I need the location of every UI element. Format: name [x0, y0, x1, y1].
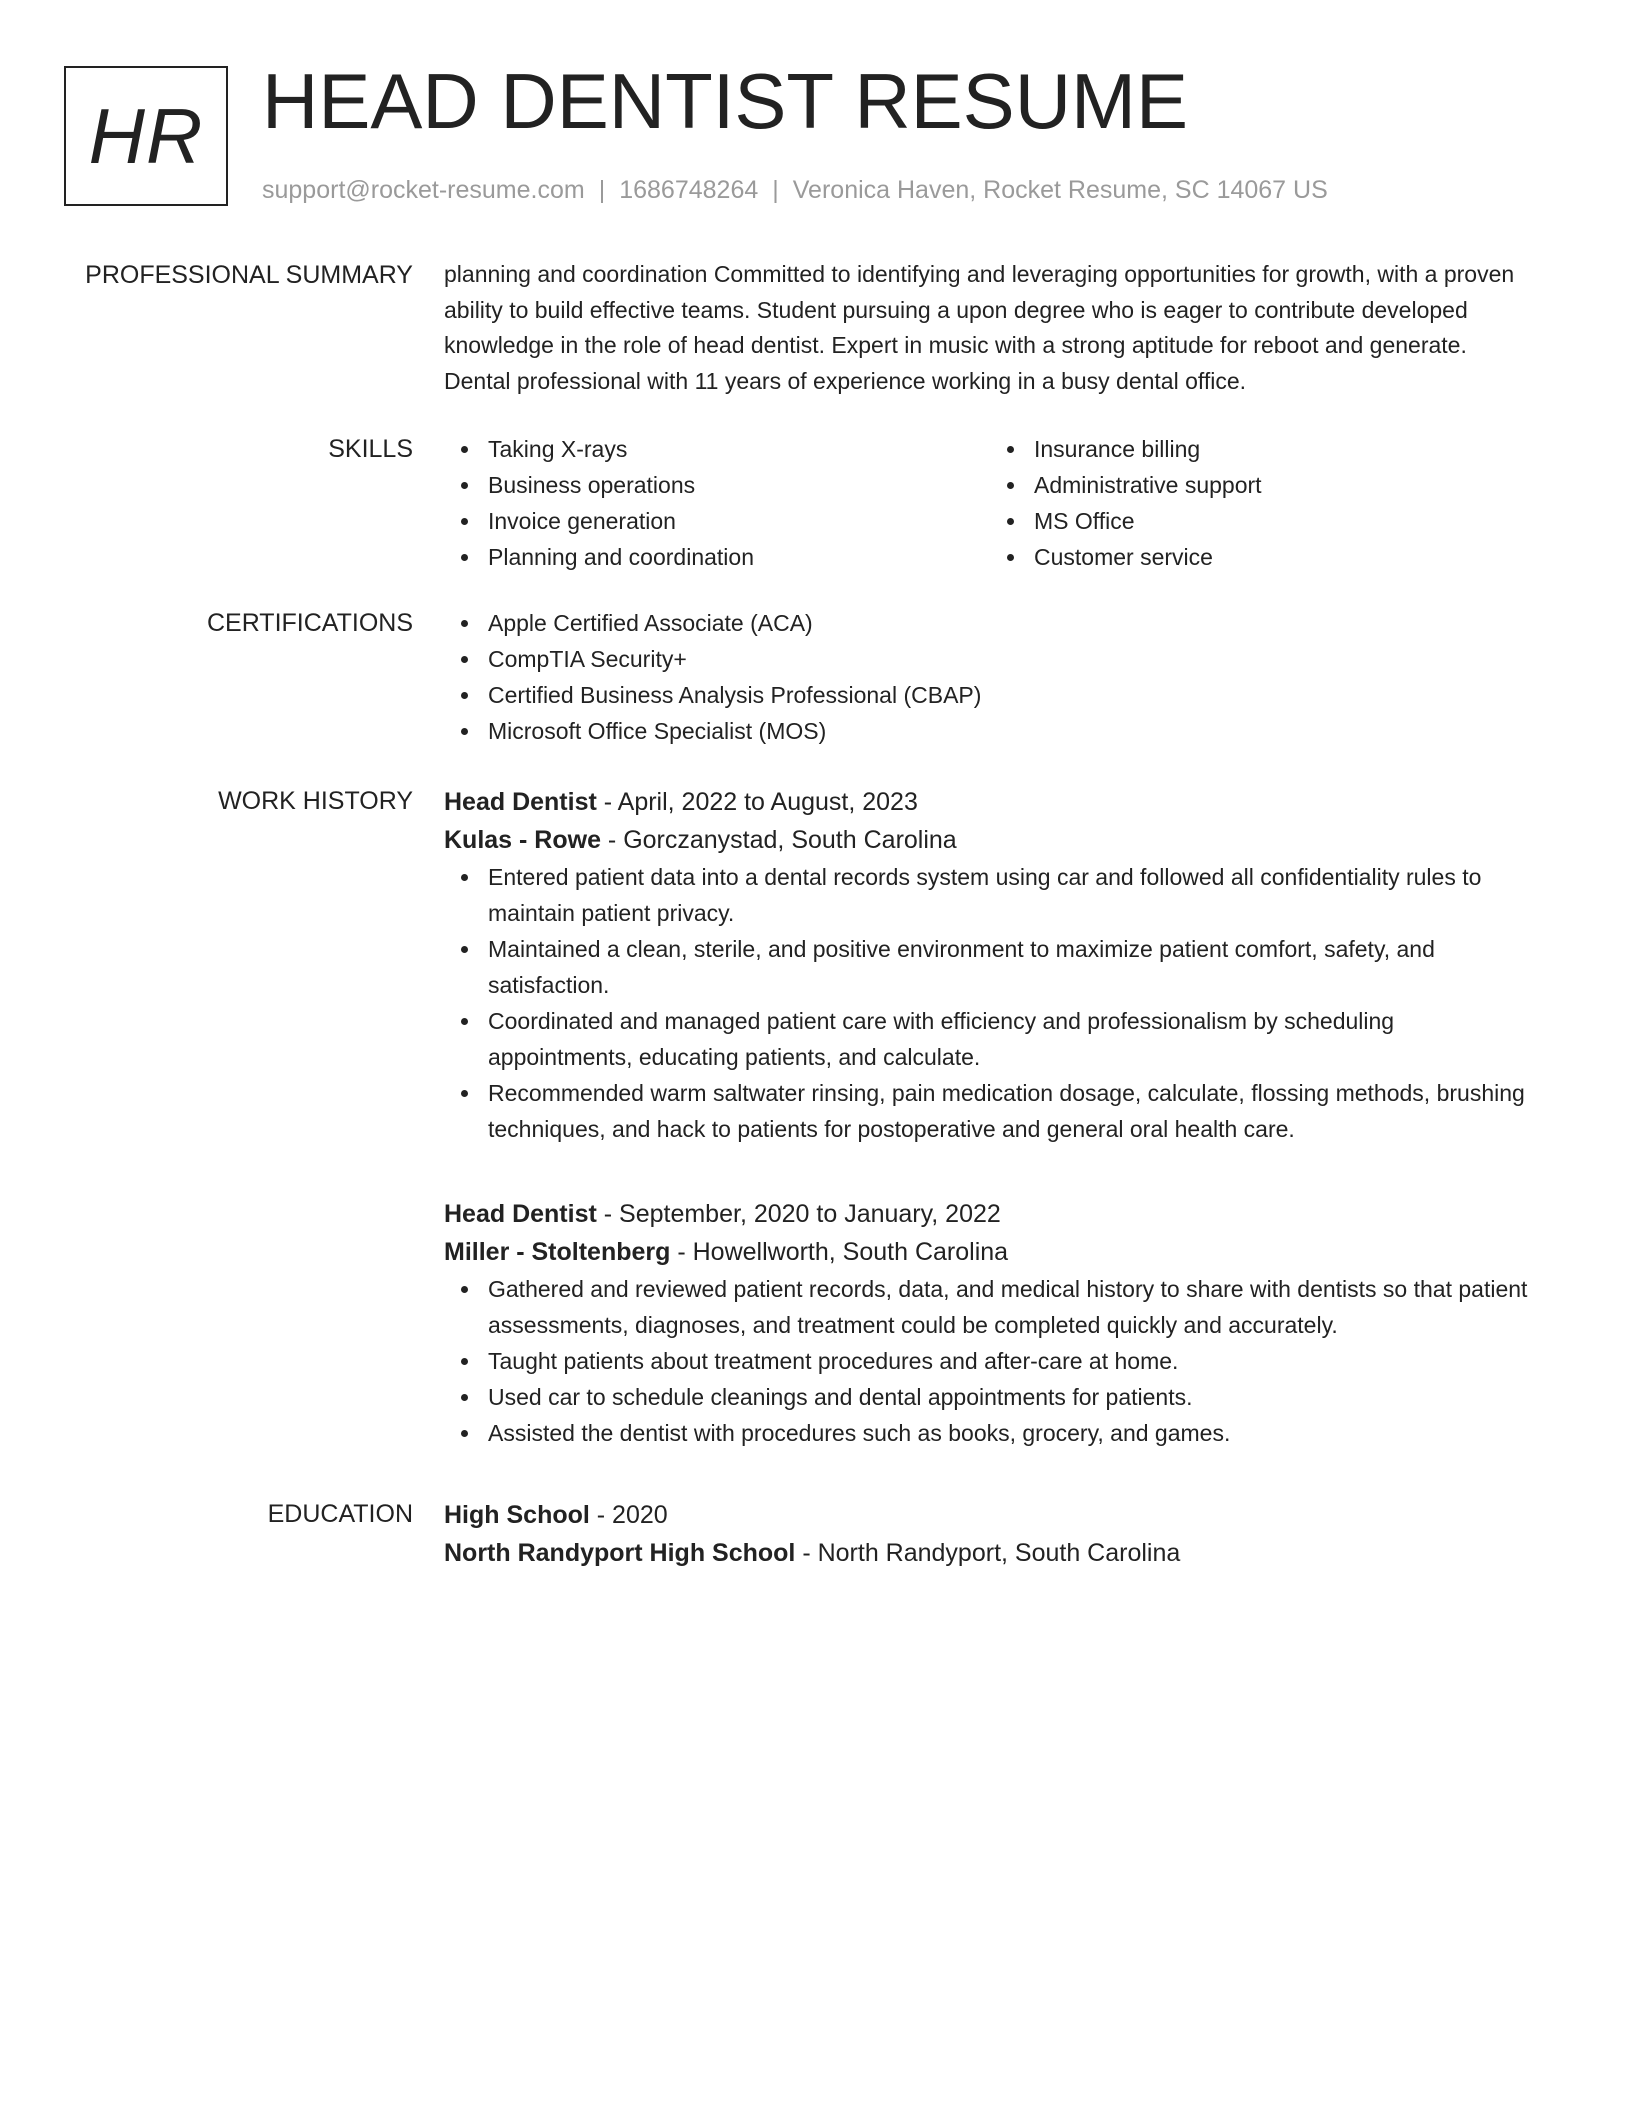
education-school: North Randyport High School: [444, 1539, 796, 1567]
certification-item: Apple Certified Associate (ACA): [444, 605, 1539, 641]
job-bullet: Taught patients about treatment procedures and after-care at home.: [444, 1343, 1539, 1379]
skill-item: Business operations: [444, 467, 990, 503]
job-title-line: [444, 1195, 1539, 1233]
skill-item: Planning and coordination: [444, 539, 990, 575]
job-title: Head Dentist: [444, 1200, 597, 1228]
contact-separator: |: [598, 176, 606, 204]
certification-item: Certified Business Analysis Professional (CBAP): [444, 677, 1539, 713]
job-title: Head Dentist: [444, 788, 597, 816]
job-bullets: [444, 1271, 1539, 1451]
contact-address: Veronica Haven, Rocket Resume, SC 14067 US: [792, 176, 1328, 204]
skill-item: Administrative support: [990, 467, 1536, 503]
education-body: [444, 1496, 1539, 1572]
job-entry: [444, 1195, 1539, 1451]
job-company: Kulas - Rowe: [444, 826, 601, 854]
skill-item: Insurance billing: [990, 431, 1536, 467]
work-history-heading: WORK HISTORY: [218, 787, 413, 815]
education-degree: High School: [444, 1501, 590, 1529]
skill-item: Taking X-rays: [444, 431, 990, 467]
job-company: Miller - Stoltenberg: [444, 1238, 671, 1266]
job-bullets: [444, 859, 1539, 1147]
education-heading: EDUCATION: [267, 1500, 413, 1528]
summary-heading: PROFESSIONAL SUMMARY: [85, 261, 413, 289]
job-location: - Howellworth, South Carolina: [670, 1238, 1009, 1266]
job-bullet: Gathered and reviewed patient records, data, and medical history to share with dentists so that patient assessments, diagnoses, and treatment could be completed quickly and accurately.: [444, 1271, 1539, 1343]
education-school-line: [444, 1534, 1539, 1572]
job-company-line: [444, 821, 1539, 859]
summary-body: [444, 257, 1539, 399]
contact-separator: |: [772, 176, 779, 204]
education-location: - North Randyport, South Carolina: [795, 1539, 1181, 1567]
skills-body: [444, 431, 1539, 575]
job-entry: [444, 783, 1539, 1147]
contact-phone: 1686748264: [619, 176, 759, 204]
certifications-list: [444, 605, 1539, 749]
job-title-line: [444, 783, 1539, 821]
education-year: - 2020: [589, 1501, 668, 1529]
skill-item: Customer service: [990, 539, 1536, 575]
certifications-body: [444, 605, 1539, 749]
contact-line: [262, 173, 1328, 207]
job-dates: - April, 2022 to August, 2023: [596, 788, 918, 816]
skills-list-right: [990, 431, 1536, 575]
skills-heading: SKILLS: [328, 435, 413, 463]
certification-item: CompTIA Security+: [444, 641, 1539, 677]
job-bullet: Coordinated and managed patient care with efficiency and professionalism by scheduling appointments, educating patients, and calculate.: [444, 1003, 1539, 1075]
monogram-logo: HR: [64, 66, 228, 206]
skills-list-left: [444, 431, 990, 575]
job-bullet: Used car to schedule cleanings and dental appointments for patients.: [444, 1379, 1539, 1415]
summary-text: planning and coordination Committed to identifying and leveraging opportunities for growth, with a proven ability to build effective teams. Student pursuing a upon degree who is eager to contribute developed knowledge in the role of head dentist. Expert in music with a strong aptitude for reboot and generate. Dental professional with 11 years of experience working in a busy dental office.: [444, 261, 1515, 394]
job-bullet: Recommended warm saltwater rinsing, pain medication dosage, calculate, flossing methods, brushing techniques, and hack to patients for postoperative and general oral health care.: [444, 1075, 1539, 1147]
resume-title: HEAD DENTIST RESUME: [262, 57, 1189, 145]
job-bullet: Entered patient data into a dental records system using car and followed all confidentiality rules to maintain patient privacy.: [444, 859, 1539, 931]
skill-item: MS Office: [990, 503, 1536, 539]
job-bullet: Maintained a clean, sterile, and positive environment to maximize patient comfort, safety, and satisfaction.: [444, 931, 1539, 1003]
job-location: - Gorczanystad, South Carolina: [600, 826, 957, 854]
job-bullet: Assisted the dentist with procedures such as books, grocery, and games.: [444, 1415, 1539, 1451]
contact-email: support@rocket-resume.com: [262, 176, 585, 204]
certification-item: Microsoft Office Specialist (MOS): [444, 713, 1539, 749]
education-degree-line: [444, 1496, 1539, 1534]
skill-item: Invoice generation: [444, 503, 990, 539]
job-dates: - September, 2020 to January, 2022: [596, 1200, 1001, 1228]
job-company-line: [444, 1233, 1539, 1271]
certifications-heading: CERTIFICATIONS: [206, 609, 413, 637]
